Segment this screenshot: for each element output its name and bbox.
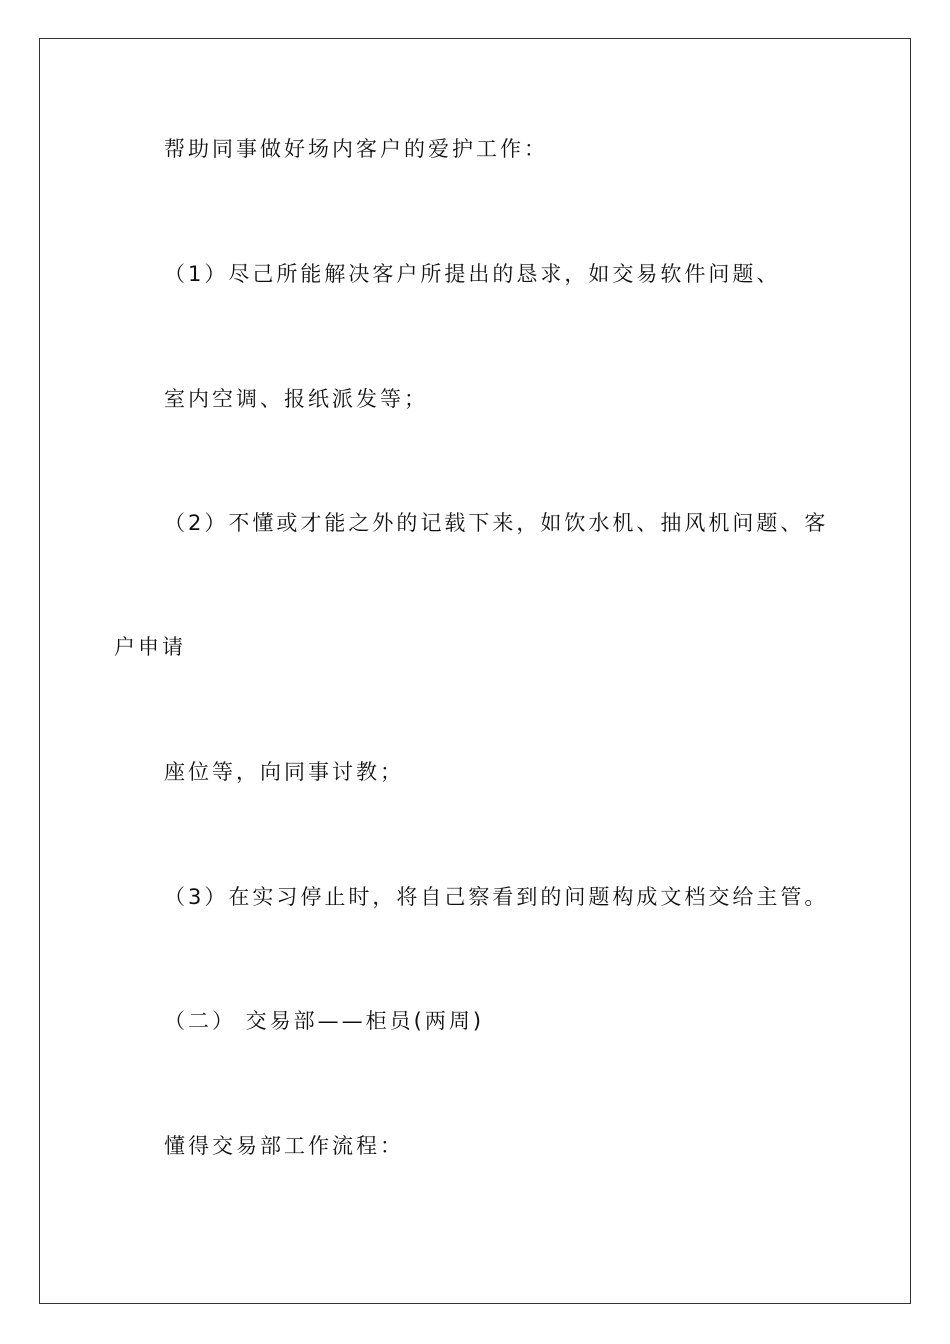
list-item-3: （3）在实习停止时，将自己察看到的问题构成文档交给主管。 [164, 885, 829, 909]
list-item-1-line-2: 室内空调、报纸派发等； [164, 387, 428, 411]
list-item-2-line-1: （2）不懂或才能之外的记载下来，如饮水机、抽风机问题、客 [164, 511, 829, 535]
section-heading: （二） 交易部——柜员(两周) [164, 1009, 485, 1033]
list-item-2-line-3: 座位等，向同事讨教； [164, 760, 404, 784]
paragraph-workflow: 懂得交易部工作流程： [164, 1134, 404, 1158]
list-item-2-line-2: 户申请 [114, 635, 186, 659]
page-border [39, 38, 911, 1304]
paragraph-intro: 帮助同事做好场内客户的爱护工作： [164, 137, 548, 161]
list-item-1-line-1: （1）尽己所能解决客户所提出的恳求，如交易软件问题、 [164, 262, 781, 286]
